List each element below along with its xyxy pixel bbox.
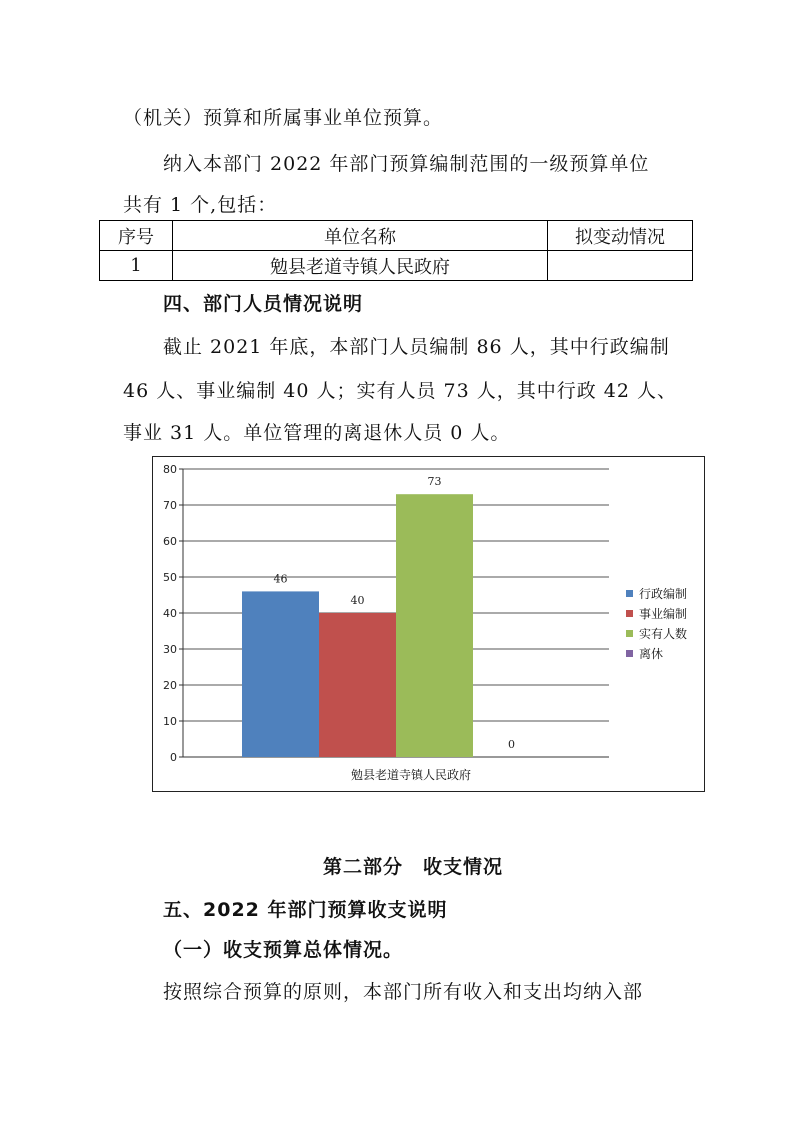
y-tick-label: 70 bbox=[163, 499, 177, 512]
y-tick-label: 40 bbox=[163, 607, 177, 620]
table-header-row bbox=[100, 221, 693, 251]
y-tick-label: 60 bbox=[163, 535, 177, 548]
table-header-cell: 单位名称 bbox=[173, 221, 548, 251]
bar bbox=[242, 591, 319, 757]
y-tick-label: 30 bbox=[163, 643, 177, 656]
y-tick-label: 0 bbox=[170, 751, 177, 764]
data-label: 0 bbox=[508, 738, 515, 751]
y-tick-label: 20 bbox=[163, 679, 177, 692]
legend-item bbox=[626, 643, 687, 663]
chart-legend bbox=[626, 583, 687, 663]
table-cell: 勉县老道寺镇人民政府 bbox=[173, 251, 548, 281]
legend-swatch bbox=[626, 610, 633, 617]
section-heading: 五、2022 年部门预算收支说明 bbox=[163, 899, 448, 921]
paragraph-line: 共有 1 个,包括： bbox=[123, 194, 278, 216]
paragraph-line: 按照综合预算的原则，本部门所有收入和支出均纳入部 bbox=[163, 981, 644, 1003]
chart-canvas bbox=[153, 457, 704, 791]
bar bbox=[396, 494, 473, 757]
paragraph-line: 46 人、事业编制 40 人；实有人员 73 人，其中行政 42 人、 bbox=[123, 380, 677, 402]
data-label: 46 bbox=[273, 572, 288, 586]
legend-label: 行政编制 bbox=[639, 586, 688, 601]
bar bbox=[319, 613, 396, 757]
legend-label: 实有人数 bbox=[639, 626, 688, 641]
legend-item bbox=[626, 583, 687, 603]
table-cell: 1 bbox=[100, 251, 173, 281]
table-row bbox=[100, 251, 693, 281]
section-heading: 四、部门人员情况说明 bbox=[163, 293, 364, 315]
table-header-cell: 序号 bbox=[100, 221, 173, 251]
table-cell bbox=[548, 251, 693, 281]
data-label: 40 bbox=[350, 594, 365, 607]
legend-swatch bbox=[626, 650, 633, 657]
legend-swatch bbox=[626, 630, 633, 637]
paragraph-line: 纳入本部门 2022 年部门预算编制范围的一级预算单位 bbox=[163, 153, 650, 175]
x-category-label: 勉县老道寺镇人民政府 bbox=[350, 768, 471, 782]
legend-swatch bbox=[626, 590, 633, 597]
subsection-heading: （一）收支预算总体情况。 bbox=[163, 939, 404, 961]
y-tick-label: 10 bbox=[163, 715, 177, 728]
y-tick-label: 80 bbox=[163, 463, 177, 476]
y-tick-label: 50 bbox=[163, 571, 177, 584]
unit-table bbox=[99, 220, 693, 281]
legend-item bbox=[626, 603, 687, 623]
legend-label: 事业编制 bbox=[639, 606, 688, 621]
staff-bar-chart bbox=[152, 456, 705, 792]
data-label: 73 bbox=[427, 475, 442, 489]
table-header-cell: 拟变动情况 bbox=[548, 221, 693, 251]
paragraph-line: 截止 2021 年底，本部门人员编制 86 人，其中行政编制 bbox=[163, 336, 670, 358]
paragraph-line: （机关）预算和所属事业单位预算。 bbox=[123, 107, 444, 129]
part-title: 第二部分 收支情况 bbox=[323, 856, 504, 878]
legend-label: 离休 bbox=[639, 646, 664, 661]
legend-item bbox=[626, 623, 687, 643]
paragraph-line: 事业 31 人。单位管理的离退休人员 0 人。 bbox=[123, 422, 511, 444]
